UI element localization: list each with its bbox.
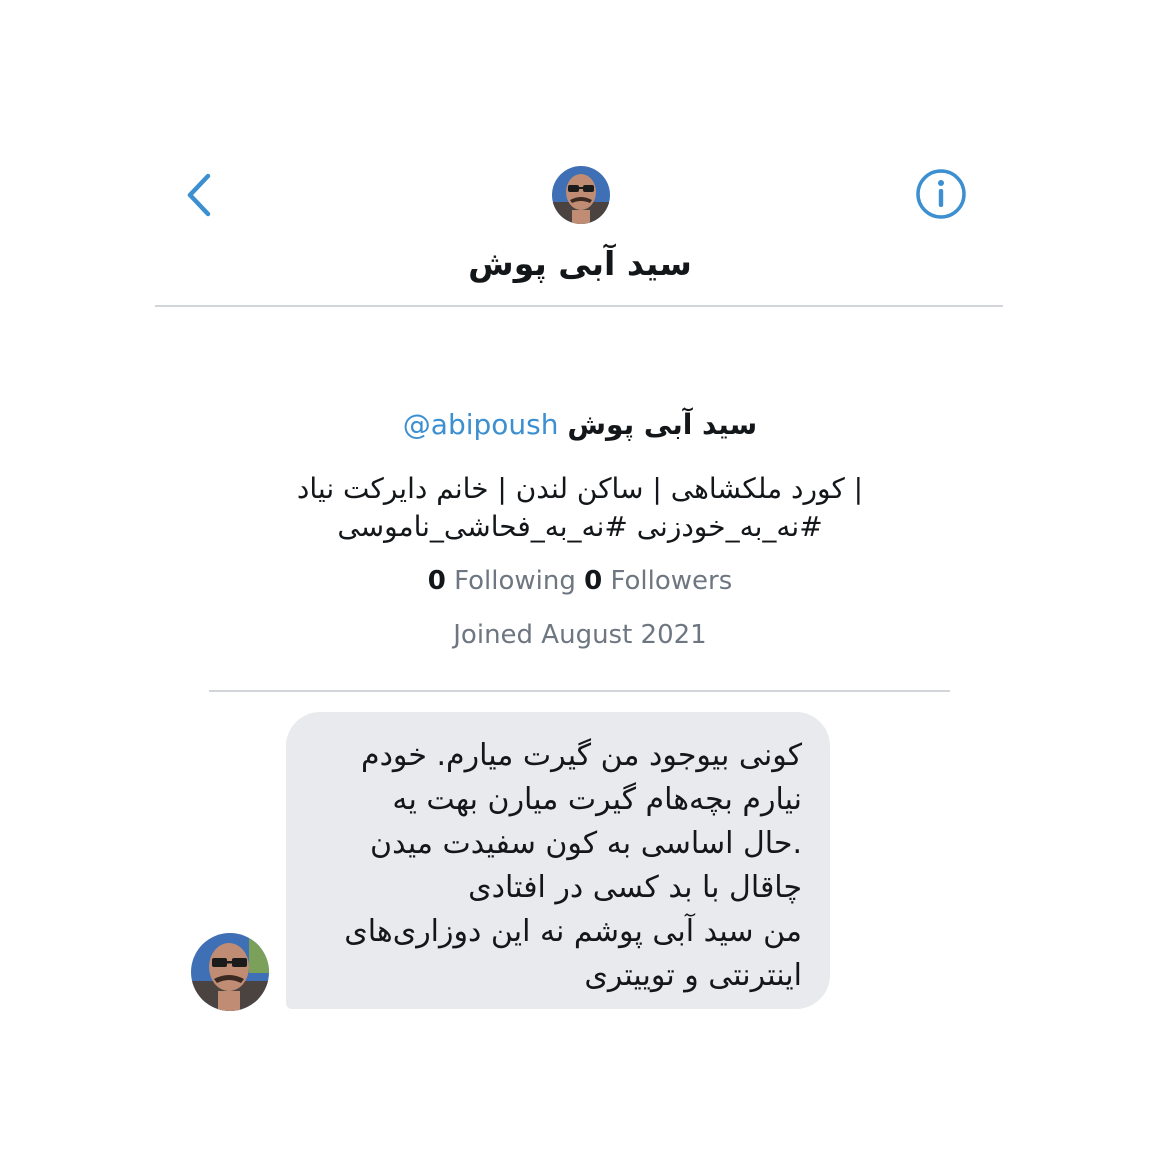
- profile-name-line[interactable]: [200, 408, 960, 441]
- joined-date: Joined August 2021: [453, 620, 707, 650]
- following-count: 0: [427, 566, 446, 596]
- info-button[interactable]: [914, 167, 968, 221]
- following-label: Following: [454, 566, 576, 596]
- profile-bio: [230, 470, 930, 546]
- follow-stats: [300, 566, 860, 596]
- info-icon: [914, 167, 968, 221]
- profile-name: سید آبی پوش: [567, 408, 758, 441]
- profile-divider: [209, 690, 950, 692]
- chevron-left-icon: [178, 170, 222, 220]
- bio-hashtags: #نه_به_خودزنی #نه_به_فحاشی_ناموسی: [337, 510, 823, 543]
- followers-label: Followers: [610, 566, 733, 596]
- profile-handle: @abipoush: [402, 408, 559, 441]
- message-text: کونی بیوجود من گیرت میارم. خودم نیارم بچه‌هام گیرت میارن بهت یه .حال اساسی به کون سفیدت میدن چاقال با بد کسی در افتادی من سید آبی پوشم نه این دوزاری‌های اینترنتی و توییتری: [344, 738, 802, 993]
- header-avatar[interactable]: [552, 166, 610, 224]
- header-divider: [155, 305, 1003, 307]
- bio-line: | کورد ملکشاهی | ساکن لندن | خانم دایرکت نیاد: [296, 472, 864, 505]
- message-bubble[interactable]: [286, 712, 830, 1009]
- sender-avatar[interactable]: [191, 933, 269, 1011]
- back-button[interactable]: [178, 170, 222, 220]
- conversation-title: سید آبی پوش: [468, 244, 692, 283]
- followers-count: 0: [584, 566, 603, 596]
